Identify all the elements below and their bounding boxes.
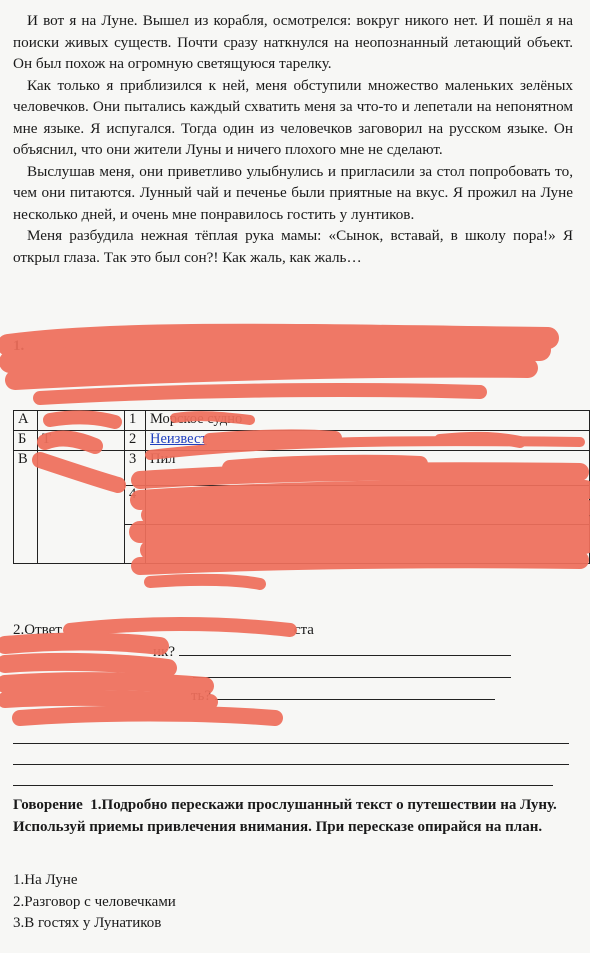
task-2-title-end: ста	[293, 622, 314, 638]
task-1-instructions	[13, 336, 573, 357]
row-number: 3	[125, 451, 146, 486]
table-row	[14, 451, 590, 486]
speaking-task	[13, 795, 573, 838]
answer-rule[interactable]	[13, 743, 569, 744]
row-number: 2	[125, 431, 146, 451]
story-paragraph-1: И вот я на Луне. Вышел из корабля, осмотрелся: вокруг никого нет. И пошёл я на поиски живых существ. Почти сразу наткнулся на неопознанный летающий объект. Он был похож на огромную светящуюся тарелку.	[13, 12, 573, 72]
scribble-stroke	[20, 714, 275, 719]
row-definition	[146, 486, 590, 525]
scribble-stroke	[15, 368, 528, 380]
table-row	[14, 411, 590, 431]
row-number: 1	[125, 411, 146, 431]
row-number-empty	[125, 525, 146, 564]
plan-item: 3.В гостях у Лунатиков	[13, 915, 162, 931]
table-row	[14, 431, 590, 451]
speaking-heading: Говорение	[13, 797, 83, 813]
row-term	[38, 451, 125, 564]
row-term: Т	[38, 431, 125, 451]
row-term	[38, 411, 125, 431]
row-definition[interactable]: Неизвест	[146, 431, 590, 451]
question-1-tail: ик?	[153, 644, 175, 660]
story-paragraph-4: Меня разбудила нежная тёплая рука мамы: «Сынок, вставай, в школу пора!» Я открыл глаза. Так это был сон?! Как жаль, как жаль…	[13, 227, 573, 266]
answer-rule[interactable]	[13, 764, 569, 765]
matching-table	[13, 410, 590, 564]
scribble-stroke	[40, 390, 480, 398]
row-number: 4	[125, 486, 146, 525]
row-definition-empty	[146, 525, 590, 564]
answer-rule[interactable]	[13, 785, 553, 786]
story-paragraph-2: Как только я приблизился к ней, меня обступили множество маленьких зелёных человечков. Они пытались каждый схватить меня за что-то и лепетали на непонятном мне языке. Я испугался. Тогда один из человечков заговорил на русском языке. Он объяснил, что они жители Луны и ничего плохого мне не сделают.	[13, 76, 573, 158]
plan-item: 2.Разговор с человечками	[13, 893, 176, 910]
answer-line-2[interactable]	[193, 663, 511, 678]
question-3	[13, 685, 573, 707]
scribble-stroke	[150, 580, 260, 584]
row-definition: Морское судно	[146, 411, 590, 431]
story-text	[13, 10, 573, 268]
task-2-title-start: 2.Ответ	[13, 622, 62, 638]
task-2-questions	[13, 620, 573, 707]
task-1-number: 1.	[13, 338, 25, 354]
speaking-instruction: 1.Подробно перескажи прослушанный текст о путешествии на Луну. Используй приемы привлечения внимания. При пересказе опирайся на план.	[13, 797, 557, 835]
answer-line-1[interactable]	[179, 641, 511, 656]
question-1	[13, 641, 573, 663]
question-3-tail: ть?	[191, 688, 212, 704]
row-letter: Б	[14, 431, 38, 451]
question-2	[13, 663, 573, 685]
answer-line-3[interactable]	[215, 685, 495, 700]
story-paragraph-3: Выслушав меня, они приветливо улыбнулись и пригласили за стол попробовать то, чем они питаются. Лунный чай и печенье были приятные на вкус. Я прожил на Луне несколько дней, и очень мне понравилось гостить у лунтиков.	[13, 162, 573, 223]
task-2-title	[13, 620, 573, 641]
row-letter: А	[14, 411, 38, 431]
row-definition: Пил	[146, 451, 590, 486]
plan-list	[13, 870, 176, 935]
plan-item: 1.На Луне	[13, 872, 78, 888]
row-letter: В	[14, 451, 38, 564]
